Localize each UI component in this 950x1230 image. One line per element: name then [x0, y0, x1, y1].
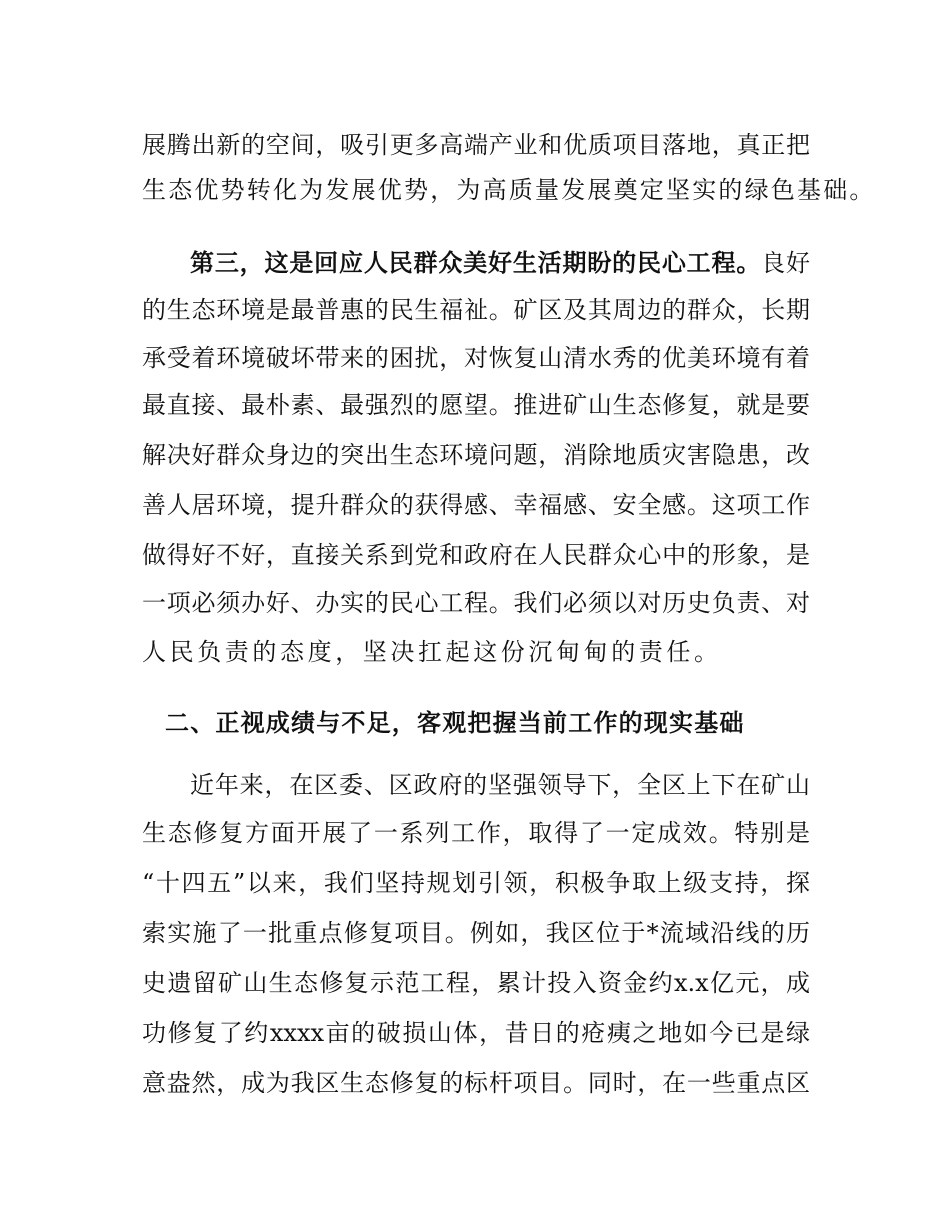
text-line: “十四五”以来，我们坚持规划引领，积极争取上级支持，探 [142, 869, 810, 897]
text-line: 史遗留矿山生态修复示范工程，累计投入资金约x.x亿元，成 [142, 969, 810, 997]
text-line: 做得好不好，直接关系到党和政府在人民群众心中的形象，是 [142, 541, 810, 569]
text-line: 承受着环境破坏带来的困扰，对恢复山清水秀的优美环境有着 [142, 344, 810, 372]
text-span: 良好 [761, 249, 811, 277]
text-line: 功修复了约xxxx亩的破损山体，昔日的疮痍之地如今已是绿 [142, 1019, 810, 1047]
text-line: 解决好群众身边的突出生态环境问题，消除地质灾害隐患，改 [142, 441, 810, 469]
text-line: 的生态环境是最普惠的民生福祉。矿区及其周边的群众，长期 [142, 296, 810, 324]
text-line: 索实施了一批重点修复项目。例如，我区位于*流域沿线的历 [142, 919, 810, 947]
text-line: 人民负责的态度，坚决扛起这份沉甸甸的责任。 [142, 638, 722, 666]
text-line: 生态优势转化为发展优势，为高质量发展奠定坚实的绿色基础。 [142, 176, 876, 204]
text-line: 一项必须办好、办实的民心工程。我们必须以对历史负责、对 [142, 589, 810, 617]
text-line [190, 247, 810, 279]
text-line: 善人居环境，提升群众的获得感、幸福感、安全感。这项工作 [142, 491, 810, 519]
text-line: 近年来，在区委、区政府的坚强领导下，全区上下在矿山 [190, 771, 810, 799]
bold-lead-sentence: 第三，这是回应人民群众美好生活期盼的民心工程。 [190, 249, 762, 277]
text-line: 展腾出新的空间，吸引更多高端产业和优质项目落地，真正把 [142, 131, 810, 159]
section-heading: 二、正视成绩与不足，客观把握当前工作的现实基础 [165, 709, 745, 737]
text-line: 意盎然，成为我区生态修复的标杆项目。同时，在一些重点区 [142, 1069, 810, 1097]
text-line: 最直接、最朴素、最强烈的愿望。推进矿山生态修复，就是要 [142, 391, 810, 419]
text-line: 生态修复方面开展了一系列工作，取得了一定成效。特别是 [142, 819, 810, 847]
